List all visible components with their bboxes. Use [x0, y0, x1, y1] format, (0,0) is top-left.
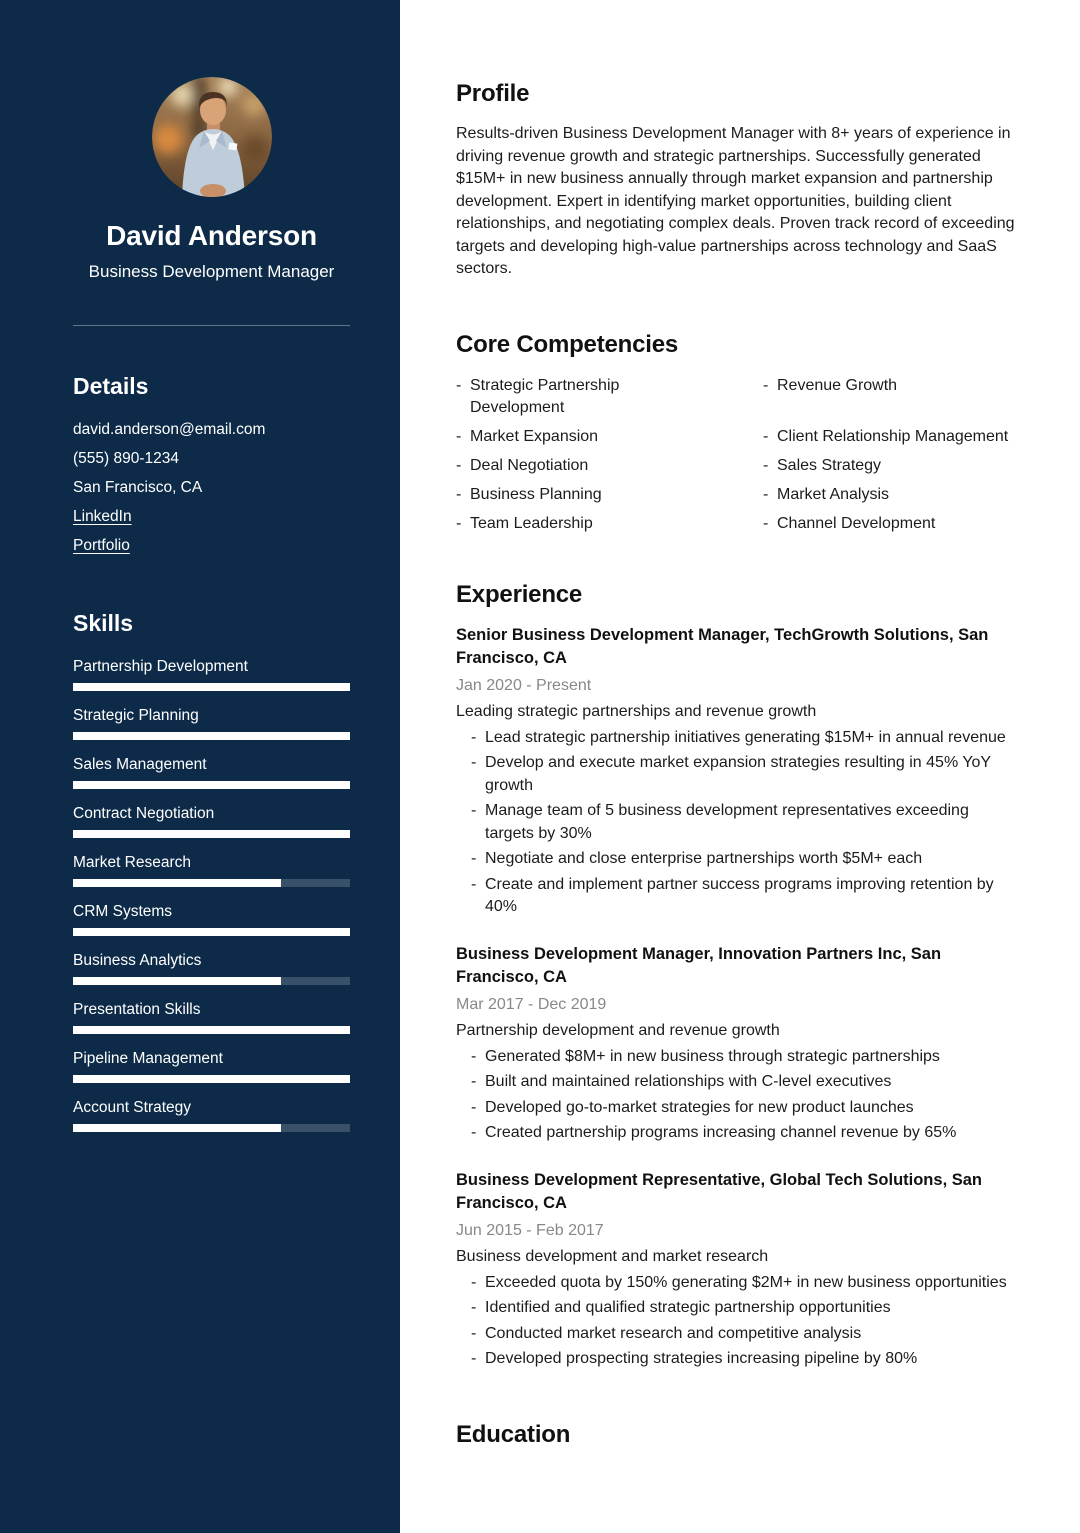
skill-item [73, 951, 350, 985]
skill-bar-fill [73, 1026, 350, 1034]
phone-text: (555) 890-1234 [73, 450, 179, 467]
job-bullets [456, 1272, 1016, 1371]
job-bullet: - Generated $8M+ in new business through strategic partnerships [456, 1046, 1016, 1069]
skill-bar-fill [73, 928, 350, 936]
skill-bar-fill [73, 1124, 281, 1132]
linkedin-link[interactable]: LinkedIn [73, 508, 132, 525]
experience-heading: Experience [456, 580, 583, 608]
skill-label: Presentation Skills [73, 1001, 201, 1018]
skill-bar-track [73, 977, 350, 985]
skill-bar-track [73, 781, 350, 789]
competency-item: - Strategic Partnership Development [456, 375, 696, 419]
skill-bar-fill [73, 1075, 350, 1083]
job-bullet: - Developed go-to-market strategies for new product launches [456, 1097, 1016, 1120]
competencies-heading: Core Competencies [456, 330, 678, 358]
skill-item [73, 706, 350, 740]
job-title: Business Development Representative, Global Tech Solutions, San Francisco, CA [456, 1170, 982, 1212]
job-bullet: - Manage team of 5 business development representatives exceeding targets by 30% [456, 800, 1016, 845]
job-title: Business Development Manager, Innovation Partners Inc, San Francisco, CA [456, 944, 942, 986]
skill-item [73, 1049, 350, 1083]
skill-bar-track [73, 732, 350, 740]
job-bullet: - Lead strategic partnership initiatives generating $15M+ in annual revenue [456, 727, 1016, 750]
skill-label: Sales Management [73, 756, 207, 773]
competency-item: - Client Relationship Management [763, 426, 1016, 448]
skills-heading: Skills [73, 610, 134, 636]
skill-label: Account Strategy [73, 1099, 192, 1116]
skill-bar-fill [73, 732, 350, 740]
portfolio-link[interactable]: Portfolio [73, 537, 130, 554]
job-summary: Business development and market research [456, 1247, 769, 1265]
job-bullet: - Develop and execute market expansion strategies resulting in 45% YoY growth [456, 752, 1016, 797]
job-bullets [456, 1046, 1016, 1145]
skill-bar-track [73, 928, 350, 936]
job-bullet: - Developed prospecting strategies increasing pipeline by 80% [456, 1348, 1016, 1371]
skill-item [73, 853, 350, 887]
skill-item [73, 804, 350, 838]
skill-bar-fill [73, 977, 281, 985]
candidate-name: David Anderson [106, 220, 317, 251]
skill-item [73, 1098, 350, 1132]
job-bullet: - Built and maintained relationships with C-level executives [456, 1071, 1016, 1094]
job-dates: Jan 2020 - Present [456, 676, 592, 694]
skill-label: Pipeline Management [73, 1050, 223, 1067]
competency-item: - Business Planning [456, 484, 696, 506]
job-entry [456, 1169, 1016, 1371]
competency-item: - Deal Negotiation [456, 455, 696, 477]
competency-item: - Market Analysis [763, 484, 1016, 506]
skill-bar-fill [73, 683, 350, 691]
skill-bar-fill [73, 781, 350, 789]
resume-sidebar [0, 0, 400, 1533]
details-heading: Details [73, 373, 149, 399]
email-text: david.anderson@email.com [73, 421, 266, 438]
job-bullet: - Create and implement partner success programs improving retention by 40% [456, 874, 1016, 919]
job-summary: Partnership development and revenue growth [456, 1021, 780, 1039]
skill-bar-fill [73, 830, 350, 838]
job-summary: Leading strategic partnerships and revenue growth [456, 702, 817, 720]
job-entry [456, 624, 1016, 919]
resume-main-column [400, 0, 1080, 1533]
job-bullet: - Created partnership programs increasing channel revenue by 65% [456, 1122, 1016, 1145]
location-text: San Francisco, CA [73, 479, 203, 496]
job-bullet: - Identified and qualified strategic partnership opportunities [456, 1297, 1016, 1320]
profile-text: Results-driven Business Development Manager with 8+ years of experience in driving revenue growth and strategic partnerships. Successfully generated $15M+ in new business annually through market expansion and partnership development. Expert in identifying market opportunities, building client relationships, and negotiating complex deals. Proven track record of exceeding targets and developing high-value partnerships across technology and SaaS sectors. [456, 125, 1015, 277]
details-section [73, 373, 350, 560]
skill-label: CRM Systems [73, 903, 173, 920]
education-section [456, 1421, 1016, 1449]
profile-heading: Profile [456, 80, 530, 107]
profile-photo-image [152, 77, 272, 197]
competency-item: - Team Leadership [456, 513, 696, 535]
job-entry [456, 943, 1016, 1145]
skill-label: Business Analytics [73, 952, 202, 969]
profile-photo [73, 77, 350, 202]
job-dates: Jun 2015 - Feb 2017 [456, 1221, 604, 1239]
skill-bar-track [73, 1075, 350, 1083]
job-bullet: - Exceeded quota by 150% generating $2M+ in new business opportunities [456, 1272, 1016, 1295]
skill-label: Strategic Planning [73, 707, 199, 724]
competency-item: - Channel Development [763, 513, 1016, 535]
competencies-section [456, 331, 1016, 535]
profile-section [456, 80, 1016, 281]
experience-section [456, 581, 1016, 1371]
skill-label: Market Research [73, 854, 192, 871]
skill-item [73, 1000, 350, 1034]
job-bullets [456, 727, 1016, 919]
skill-bar-fill [73, 879, 281, 887]
job-bullet: - Negotiate and close enterprise partnerships worth $5M+ each [456, 848, 1016, 871]
skills-section [73, 610, 350, 1132]
job-title: Senior Business Development Manager, TechGrowth Solutions, San Francisco, CA [456, 625, 989, 667]
skill-bar-track [73, 830, 350, 838]
competency-item: - Sales Strategy [763, 455, 1016, 477]
skill-bar-track [73, 1124, 350, 1132]
education-heading: Education [456, 1420, 571, 1448]
candidate-title: Business Development Manager [88, 262, 335, 281]
job-bullet: - Conducted market research and competitive analysis [456, 1323, 1016, 1346]
skill-bar-track [73, 1026, 350, 1034]
skill-label: Contract Negotiation [73, 805, 215, 822]
skill-bar-track [73, 879, 350, 887]
skill-label: Partnership Development [73, 658, 248, 675]
competencies-grid [456, 375, 1016, 535]
competency-item: - Market Expansion [456, 426, 696, 448]
job-dates: Mar 2017 - Dec 2019 [456, 995, 607, 1013]
sidebar-divider [73, 325, 350, 326]
skill-bar-track [73, 683, 350, 691]
skill-item [73, 755, 350, 789]
competency-item: - Revenue Growth [763, 375, 1016, 419]
skill-item [73, 657, 350, 691]
skill-item [73, 902, 350, 936]
